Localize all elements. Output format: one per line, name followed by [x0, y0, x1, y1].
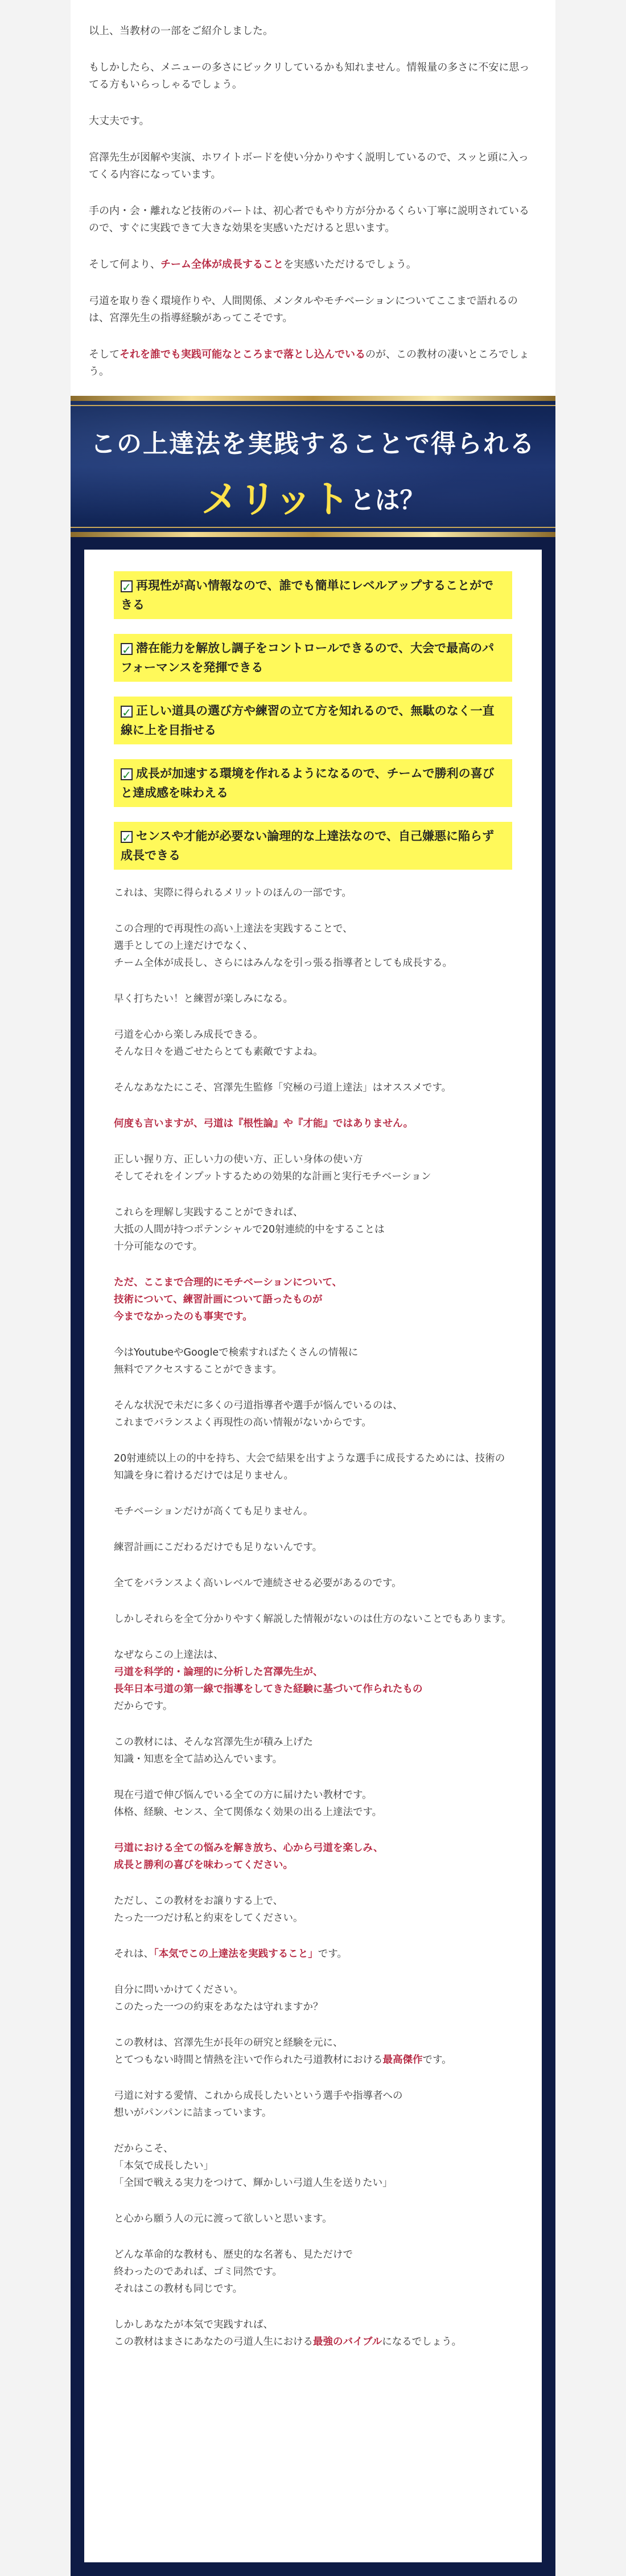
checkbox-checked-icon: ✓ — [121, 706, 133, 718]
text-run: しかしそれらを全て分かりやすく解説した情報がないのは仕方のないことでもあります。 — [114, 1613, 512, 1625]
text-run: 選手としての上達だけでなく、 — [114, 940, 253, 952]
benefit-item — [114, 697, 512, 744]
text-run: これらを理解し実践することができれば、 — [114, 1207, 303, 1218]
benefit-text: 正しい道具の選び方や練習の立て方を知れるので、無駄のなく一直線に上を目指せる — [121, 704, 495, 737]
emphasis-text: 「本気でこの上達法を実践すること」 — [154, 1948, 318, 1960]
body-paragraph — [114, 1575, 512, 1592]
banner-subtitle — [71, 469, 555, 523]
banner-highlight: メリット — [201, 477, 350, 521]
emphasis-text: ただ、ここまで合理的にモチベーションについて、 — [114, 1277, 343, 1288]
benefit-text: 潜在能力を解放し調子をコントロールできるので、大会で最高のパフォーマンスを発揮できる — [121, 641, 495, 674]
text-run: それはこの教材も同じです。 — [114, 2283, 243, 2295]
body-text — [114, 884, 512, 2350]
checkbox-checked-icon: ✓ — [121, 580, 133, 592]
body-paragraph — [114, 1647, 512, 1715]
text-run: 弓道に対する愛情、これから成長したいという選手や指導者への — [114, 2090, 403, 2102]
body-paragraph — [114, 990, 512, 1008]
text-run: なぜならこの上達法は、 — [114, 1649, 224, 1661]
body-paragraph — [114, 1026, 512, 1060]
text-run: 弓道を心から楽しみ成長できる。 — [114, 1029, 263, 1041]
text-run: です。 — [318, 1948, 347, 1960]
body-paragraph — [114, 1204, 512, 1255]
text-run: と心から願う人の元に渡って欲しいと思います。 — [114, 2213, 332, 2225]
intro-paragraph — [89, 346, 537, 380]
benefit-item — [114, 571, 512, 619]
text-run: を実感いただけるでしょう。 — [283, 259, 417, 271]
intro-paragraph — [89, 256, 537, 273]
text-run: このたった一つの約束をあなたは守れますか？ — [114, 2001, 323, 2013]
body-paragraph — [114, 2034, 512, 2069]
text-run: これまでバランスよく再現性の高い情報がないからです。 — [114, 1417, 372, 1428]
checkbox-checked-icon: ✓ — [121, 831, 133, 843]
benefits-banner — [71, 396, 555, 537]
emphasis-text: 弓道における全ての悩みを解き放ち、心から弓道を楽しみ、 — [114, 1842, 384, 1854]
body-paragraph — [114, 2140, 512, 2192]
text-run: そんなあなたにこそ、宮澤先生監修「究極の弓道上達法」はオススメです。 — [114, 1082, 452, 1094]
text-run: 以上、当教材の一部をご紹介しました。 — [89, 25, 273, 37]
text-run: 終わったのであれば、ゴミ同然です。 — [114, 2266, 282, 2278]
emphasis-text: 今までなかったのも事実です。 — [114, 1311, 253, 1322]
text-run: のが、この教材の凄いところでしょう。 — [89, 349, 529, 378]
text-run: この教材は、宮澤先生が長年の研究と経験を元に、 — [114, 2037, 343, 2049]
body-paragraph — [114, 1274, 512, 1325]
text-run: ただし、この教材をお譲りする上で、 — [114, 1895, 283, 1907]
body-paragraph — [114, 1787, 512, 1821]
text-run: 弓道を取り巻く環境作りや、人間関係、メンタルやモチベーションについてここまで語れるのは、宮澤先生の指導経験があってこそです。 — [89, 295, 518, 324]
text-run: 体格、経験、センス、全て関係なく効果の出る上達法です。 — [114, 1807, 382, 1818]
text-run: になるでしょう。 — [382, 2336, 462, 2348]
benefit-list — [114, 571, 512, 870]
intro-paragraph — [89, 203, 537, 237]
body-paragraph — [114, 1611, 512, 1628]
text-run: 「本気で成長したい」 — [114, 2160, 213, 2172]
text-run: 現在弓道で伸び悩んでいる全ての方に届けたい教材です。 — [114, 1789, 372, 1801]
text-run: 想いがパンパンに詰まっています。 — [114, 2107, 272, 2119]
text-run: チーム全体が成長し、さらにはみんなを引っ張る指導者としても成長する。 — [114, 957, 452, 969]
text-run: 無料でアクセスすることができます。 — [114, 1364, 282, 1375]
body-paragraph — [114, 1734, 512, 1768]
banner-suffix: とは？ — [349, 486, 425, 515]
emphasis-text: 長年日本弓道の第一線で指導をしてきた経験に基づいて作られたもの — [114, 1684, 423, 1695]
intro-paragraph — [89, 59, 537, 93]
main-column — [71, 0, 555, 2576]
body-paragraph — [114, 1946, 512, 1963]
body-paragraph — [114, 2316, 512, 2350]
banner-thin-line-top — [71, 405, 555, 406]
body-paragraph — [114, 1450, 512, 1484]
emphasis-text: 最強のバイブル — [313, 2336, 382, 2348]
benefit-item — [114, 759, 512, 807]
intro-paragraph — [89, 293, 537, 327]
banner-thin-line-bottom — [71, 527, 555, 528]
body-paragraph — [114, 920, 512, 972]
text-run: とてつもない時間と情熱を注いで作られた弓道教材における — [114, 2054, 383, 2066]
body-paragraph — [114, 2246, 512, 2297]
benefit-text: センスや才能が必要ない論理的な上達法なので、自己嫌悪に陥らず成長できる — [121, 829, 494, 862]
benefit-item — [114, 822, 512, 870]
emphasis-text: 弓道を科学的・論理的に分析した宮澤先生が、 — [114, 1666, 323, 1678]
text-run: それは、 — [114, 1948, 154, 1960]
text-run: だからこそ、 — [114, 2143, 174, 2155]
text-run: 「全国で戦える実力をつけて、輝かしい弓道人生を送りたい」 — [114, 2177, 393, 2189]
text-run: そんな日々を過ごせたらとても素敵ですよね。 — [114, 1046, 323, 1058]
benefits-content — [84, 550, 542, 2350]
text-run: 宮澤先生が図解や実演、ホワイトボードを使い分かりやすく説明しているので、スッと頭に入ってくる内容になっています。 — [89, 151, 529, 181]
text-run: もしかしたら、メニューの多さにビックリしているかも知れません。情報量の多さに不安に思ってる方もいらっしゃるでしょう。 — [89, 62, 530, 91]
benefits-frame — [71, 537, 555, 2576]
intro-paragraph — [89, 149, 537, 183]
intro-paragraph — [89, 23, 537, 40]
text-run: 今はYoutubeやGoogleで検索すればたくさんの情報に — [114, 1347, 359, 1358]
emphasis-text: 最高傑作 — [382, 2054, 423, 2066]
body-paragraph — [114, 1151, 512, 1185]
body-paragraph — [114, 1840, 512, 1874]
text-run: モチベーションだけが高くても足りません。 — [114, 1506, 314, 1517]
body-paragraph — [114, 1981, 512, 2016]
benefit-item — [114, 634, 512, 682]
text-run: 正しい握り方、正しい力の使い方、正しい身体の使い方 — [114, 1154, 363, 1165]
body-paragraph — [114, 2087, 512, 2122]
text-run: そして — [89, 349, 120, 361]
text-run: 手の内・会・離れなど技術のパートは、初心者でもやり方が分かるくらい丁寧に説明されているので、すぐに実践できて大きな効果を実感いただけると思います。 — [89, 205, 529, 234]
text-run: 大抵の人間が持つポテンシャルで20射連続的中をすることは — [114, 1224, 385, 1235]
text-run: です。 — [422, 2054, 452, 2066]
benefits-panel — [84, 550, 542, 2562]
emphasis-text: チーム全体が成長すること — [160, 259, 283, 271]
text-run: この合理的で再現性の高い上達法を実践することで、 — [114, 923, 353, 935]
emphasis-text: 何度も言いますが、弓道は『根性論』や『才能』ではありません。 — [114, 1118, 414, 1129]
text-run: この教材には、そんな宮澤先生が積み上げた — [114, 1737, 313, 1748]
body-paragraph — [114, 1397, 512, 1431]
text-run: そんな状況で未だに多くの弓道指導者や選手が悩んでいるのは、 — [114, 1400, 403, 1411]
text-run: 早く打ちたい！と練習が楽しみになる。 — [114, 993, 293, 1005]
text-run: 全てをバランスよく高いレベルで連続させる必要があるのです。 — [114, 1578, 402, 1589]
benefit-text: 再現性が高い情報なので、誰でも簡単にレベルアップすることができる — [121, 579, 494, 612]
text-run: 十分可能なのです。 — [114, 1241, 203, 1252]
text-run: 大丈夫です。 — [89, 115, 150, 127]
emphasis-text: 技術について、練習計画について語ったものが — [114, 1294, 323, 1305]
body-paragraph — [114, 2210, 512, 2227]
checkbox-checked-icon: ✓ — [121, 768, 133, 780]
body-paragraph — [114, 1539, 512, 1556]
banner-gold-border-top — [71, 396, 555, 401]
banner-title: この上達法を実践することで得られる — [90, 429, 536, 458]
benefit-text: 成長が加速する環境を作れるようになるので、チームで勝利の喜びと達成感を味わえる — [121, 767, 495, 800]
intro-section — [71, 0, 555, 380]
text-run: しかしあなたが本気で実践すれば、 — [114, 2319, 273, 2331]
body-paragraph — [114, 1079, 512, 1096]
text-run: 自分に問いかけてください。 — [114, 1984, 244, 1996]
text-run: 20射連続以上の的中を持ち、大会で結果を出すような選手に成長するためには、技術の知識を身に着けるだけでは足りません。 — [114, 1453, 505, 1481]
text-run: だからです。 — [114, 1701, 173, 1712]
body-paragraph — [114, 1503, 512, 1520]
text-run: たった一つだけ私と約束をしてください。 — [114, 1912, 303, 1924]
body-paragraph — [114, 1115, 512, 1132]
emphasis-text: 成長と勝利の喜びを味わってください。 — [114, 1860, 293, 1871]
checkbox-checked-icon: ✓ — [121, 643, 133, 655]
text-run: そしてそれをインプットするための効果的な計画と実行モチベーション — [114, 1171, 431, 1182]
text-run: この教材はまさにあなたの弓道人生における — [114, 2336, 313, 2348]
text-run: どんな革命的な教材も、歴史的な名著も、見ただけで — [114, 2249, 353, 2260]
text-run: これは、実際に得られるメリットのほんの一部です。 — [114, 887, 352, 899]
body-paragraph — [114, 884, 512, 902]
body-paragraph — [114, 1893, 512, 1927]
emphasis-text: それを誰でも実践可能なところまで落とし込んでいる — [120, 349, 365, 361]
body-paragraph — [114, 1344, 512, 1378]
text-run: そして何より、 — [89, 259, 160, 271]
text-run: 知識・知恵を全て詰め込んでいます。 — [114, 1754, 283, 1765]
text-run: 練習計画にこだわるだけでも足りないんです。 — [114, 1542, 323, 1553]
intro-paragraph — [89, 113, 537, 130]
banner-gold-border-bottom — [71, 532, 555, 537]
